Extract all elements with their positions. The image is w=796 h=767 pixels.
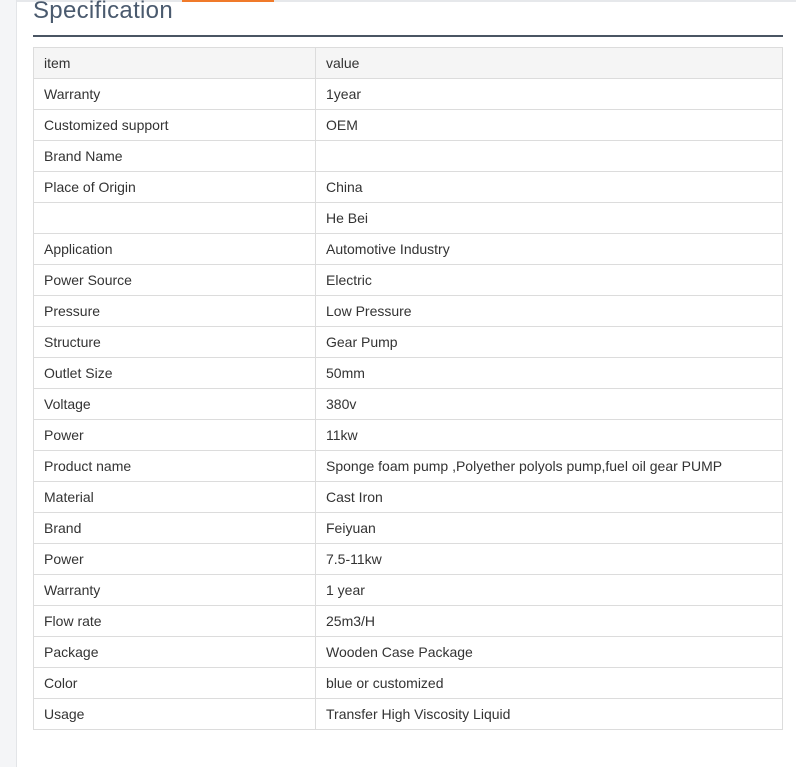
- table-row: [34, 575, 783, 606]
- table-row: [34, 451, 783, 482]
- row-value-cell: Cast Iron: [316, 482, 783, 513]
- row-item-cell: Flow rate: [34, 606, 316, 637]
- row-item-cell: Warranty: [34, 79, 316, 110]
- row-value-cell: 25m3/H: [316, 606, 783, 637]
- row-item-cell: Place of Origin: [34, 172, 316, 203]
- row-item-cell: Brand: [34, 513, 316, 544]
- table-header-row: [34, 48, 783, 79]
- spec-table: [33, 47, 783, 730]
- row-value-cell: Gear Pump: [316, 327, 783, 358]
- row-value-cell: Feiyuan: [316, 513, 783, 544]
- page-title: Specification: [33, 0, 173, 24]
- table-row: [34, 606, 783, 637]
- row-item-cell: Power Source: [34, 265, 316, 296]
- row-value-cell: 50mm: [316, 358, 783, 389]
- row-value-cell: China: [316, 172, 783, 203]
- table-row: [34, 389, 783, 420]
- row-value-cell: Electric: [316, 265, 783, 296]
- row-item-cell: Product name: [34, 451, 316, 482]
- table-row: [34, 110, 783, 141]
- row-value-cell: 380v: [316, 389, 783, 420]
- table-row: [34, 296, 783, 327]
- row-item-cell: Brand Name: [34, 141, 316, 172]
- table-row: [34, 172, 783, 203]
- table-row: [34, 637, 783, 668]
- row-value-cell: blue or customized: [316, 668, 783, 699]
- table-row: [34, 699, 783, 730]
- table-row: [34, 141, 783, 172]
- row-item-cell: Package: [34, 637, 316, 668]
- table-row: [34, 482, 783, 513]
- row-item-cell: Usage: [34, 699, 316, 730]
- row-value-cell: He Bei: [316, 203, 783, 234]
- table-row: [34, 234, 783, 265]
- column-header-item: item: [34, 48, 316, 79]
- row-value-cell: 1year: [316, 79, 783, 110]
- table-row: [34, 668, 783, 699]
- row-value-cell: Transfer High Viscosity Liquid: [316, 699, 783, 730]
- column-header-value: value: [316, 48, 783, 79]
- row-item-cell: Material: [34, 482, 316, 513]
- row-value-cell: 1 year: [316, 575, 783, 606]
- row-item-cell: Customized support: [34, 110, 316, 141]
- title-underline: [33, 35, 783, 37]
- row-item-cell: Application: [34, 234, 316, 265]
- row-value-cell: 11kw: [316, 420, 783, 451]
- table-row: [34, 544, 783, 575]
- table-row: [34, 358, 783, 389]
- row-item-cell: [34, 203, 316, 234]
- active-tab-indicator: [182, 0, 274, 2]
- spec-panel: [16, 0, 796, 767]
- table-row: [34, 420, 783, 451]
- row-item-cell: Power: [34, 544, 316, 575]
- row-value-cell: Wooden Case Package: [316, 637, 783, 668]
- table-row: [34, 265, 783, 296]
- row-item-cell: Outlet Size: [34, 358, 316, 389]
- table-row: [34, 203, 783, 234]
- row-item-cell: Pressure: [34, 296, 316, 327]
- row-item-cell: Warranty: [34, 575, 316, 606]
- table-row: [34, 79, 783, 110]
- row-item-cell: Color: [34, 668, 316, 699]
- row-item-cell: Structure: [34, 327, 316, 358]
- row-value-cell: Automotive Industry: [316, 234, 783, 265]
- table-row: [34, 327, 783, 358]
- row-value-cell: Sponge foam pump ,Polyether polyols pump,fuel oil gear PUMP: [316, 451, 783, 482]
- row-item-cell: Power: [34, 420, 316, 451]
- row-value-cell: Low Pressure: [316, 296, 783, 327]
- spec-table-body: [34, 48, 783, 730]
- table-row: [34, 513, 783, 544]
- row-item-cell: Voltage: [34, 389, 316, 420]
- row-value-cell: OEM: [316, 110, 783, 141]
- row-value-cell: 7.5-11kw: [316, 544, 783, 575]
- row-value-cell: [316, 141, 783, 172]
